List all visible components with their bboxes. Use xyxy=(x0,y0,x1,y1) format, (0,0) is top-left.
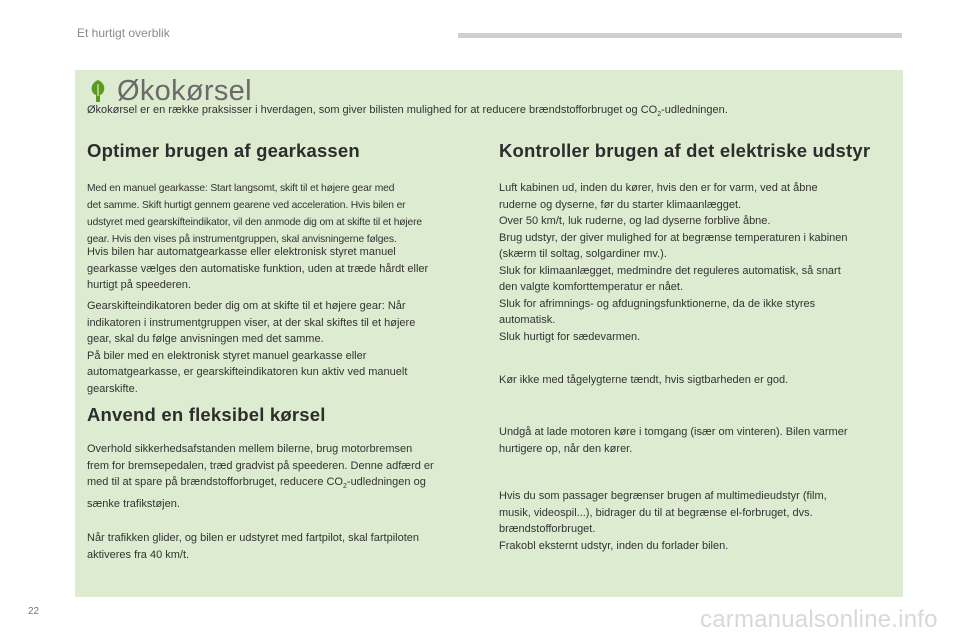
text-line: Over 50 km/t, luk ruderne, og lad dyserne forblive åbne. xyxy=(499,215,771,227)
heading-electrical-equipment: Kontroller brugen af det elektriske udstyr xyxy=(499,140,871,161)
intro-co2-subscript: 2 xyxy=(657,111,662,119)
gearbox-paragraph-3 xyxy=(87,298,487,397)
text-line: Kør ikke med tågelygterne tændt, hvis sigtbarheden er god. xyxy=(499,374,789,386)
co2-subscript: 2 xyxy=(343,483,347,491)
text-line: Hvis du som passager begrænser brugen af multimedieudstyr (film, xyxy=(499,490,827,502)
text-line: indikatoren i instrumentgruppen viser, at der skal skiftes til et højere xyxy=(87,316,416,329)
header-rule xyxy=(458,33,902,38)
eco-title-block xyxy=(85,74,252,108)
text-line: gear, skal du følge anvisningen med det samme. xyxy=(87,333,324,345)
text-line: Gearskifteindikatoren beder dig om at skifte til et højere gear: Når xyxy=(87,300,406,312)
flexible-paragraph-1 xyxy=(87,441,487,512)
text-line: automatisk. xyxy=(499,314,556,326)
text-line: udstyret med gearskifteindikator, vil den anmode dig om at skifte til et højere xyxy=(87,217,422,228)
text-line: Hvis bilen har automatgearkasse eller elektronisk styret manuel xyxy=(87,246,396,258)
page-number: 22 xyxy=(28,606,40,617)
text-line: frem for bremsepedalen, træd gradvist på speederen. Denne adfærd er xyxy=(87,459,434,472)
text-line: Luft kabinen ud, inden du kører, hvis den er for varm, ved at åbne xyxy=(499,182,818,194)
intro-text-end: -udledningen. xyxy=(661,104,728,116)
text-line: aktiveres fra 40 km/t. xyxy=(87,548,190,561)
text-line: gear. Hvis den vises på instrumentgruppen, skal anvisningerne følges. xyxy=(87,234,397,245)
text-line: På biler med en elektronisk styret manuel gearkasse eller xyxy=(87,349,367,362)
heading-flexible-driving: Anvend en fleksibel kørsel xyxy=(87,404,326,425)
text-line: gearkasse vælges den automatiske funktion, uden at træde hårdt eller xyxy=(87,262,429,275)
text-line: Når trafikken glider, og bilen er udstyret med fartpilot, skal fartpiloten xyxy=(87,532,419,544)
electrical-paragraph-2 xyxy=(499,372,899,389)
text-line: automatgearkasse, er gearskifteindikatoren kun aktiv ved manuelt xyxy=(87,366,408,378)
electrical-paragraph-4 xyxy=(499,488,899,554)
electrical-paragraph-1 xyxy=(499,180,899,345)
text-line: det samme. Skift hurtigt gennem gearene ved acceleration. Hvis bilen er xyxy=(87,200,406,211)
text-line: Overhold sikkerhedsafstanden mellem bilerne, brug motorbremsen xyxy=(87,443,413,455)
gearbox-paragraph-2 xyxy=(87,244,487,294)
leaf-icon xyxy=(85,78,111,104)
text-line: (skærm til soltag, solgardiner mv.). xyxy=(499,248,667,260)
section-title: Et hurtigt overblik xyxy=(77,26,170,40)
intro-text xyxy=(87,104,897,118)
text-line: Sluk for klimaanlægget, medmindre det reguleres automatisk, så snart xyxy=(499,264,841,277)
text-line: Brug udstyr, der giver mulighed for at begrænse temperaturen i kabinen xyxy=(499,231,848,244)
text-line: musik, videospil...), bidrager du til at begrænse el-forbruget, dvs. xyxy=(499,506,813,519)
text-line: den valgte komforttemperatur er nået. xyxy=(499,281,684,293)
page-title: Økokørsel xyxy=(117,74,252,107)
gearbox-paragraph-1 xyxy=(87,180,487,248)
text-line: hurtigere op, når den kører. xyxy=(499,442,633,455)
flexible-paragraph-2 xyxy=(87,530,487,563)
intro-text-main: Økokørsel er en række praksisser i hverdagen, som giver bilisten mulighed for at reducere brændstofforbruget og CO xyxy=(87,104,658,116)
heading-gearbox: Optimer brugen af gearkassen xyxy=(87,140,360,161)
text-line: Sluk hurtigt for sædevarmen. xyxy=(499,330,641,343)
text-line: med til at spare på brændstofforbruget, reducere $CO_2$-udledningen og xyxy=(87,476,426,491)
text-line: ruderne og dyserne, før du starter klimaanlægget. xyxy=(499,198,742,211)
text-line: Med en manuel gearkasse: Start langsomt, skift til et højere gear med xyxy=(87,183,395,194)
electrical-paragraph-3 xyxy=(499,424,899,457)
text-line: Sluk for afrimnings- og afdugningsfunktionerne, da de ikke styres xyxy=(499,297,816,310)
text-line: gearskifte. xyxy=(87,382,138,395)
text-line: Frakobl eksternt udstyr, inden du forlader bilen. xyxy=(499,539,729,552)
text-line: brændstofforbruget. xyxy=(499,523,596,535)
watermark: carmanualsonline.info xyxy=(700,606,938,633)
text-line: sænke trafikstøjen. xyxy=(87,497,180,510)
text-line: Undgå at lade motoren køre i tomgang (især om vinteren). Bilen varmer xyxy=(499,426,848,438)
text-line: hurtigt på speederen. xyxy=(87,279,191,291)
